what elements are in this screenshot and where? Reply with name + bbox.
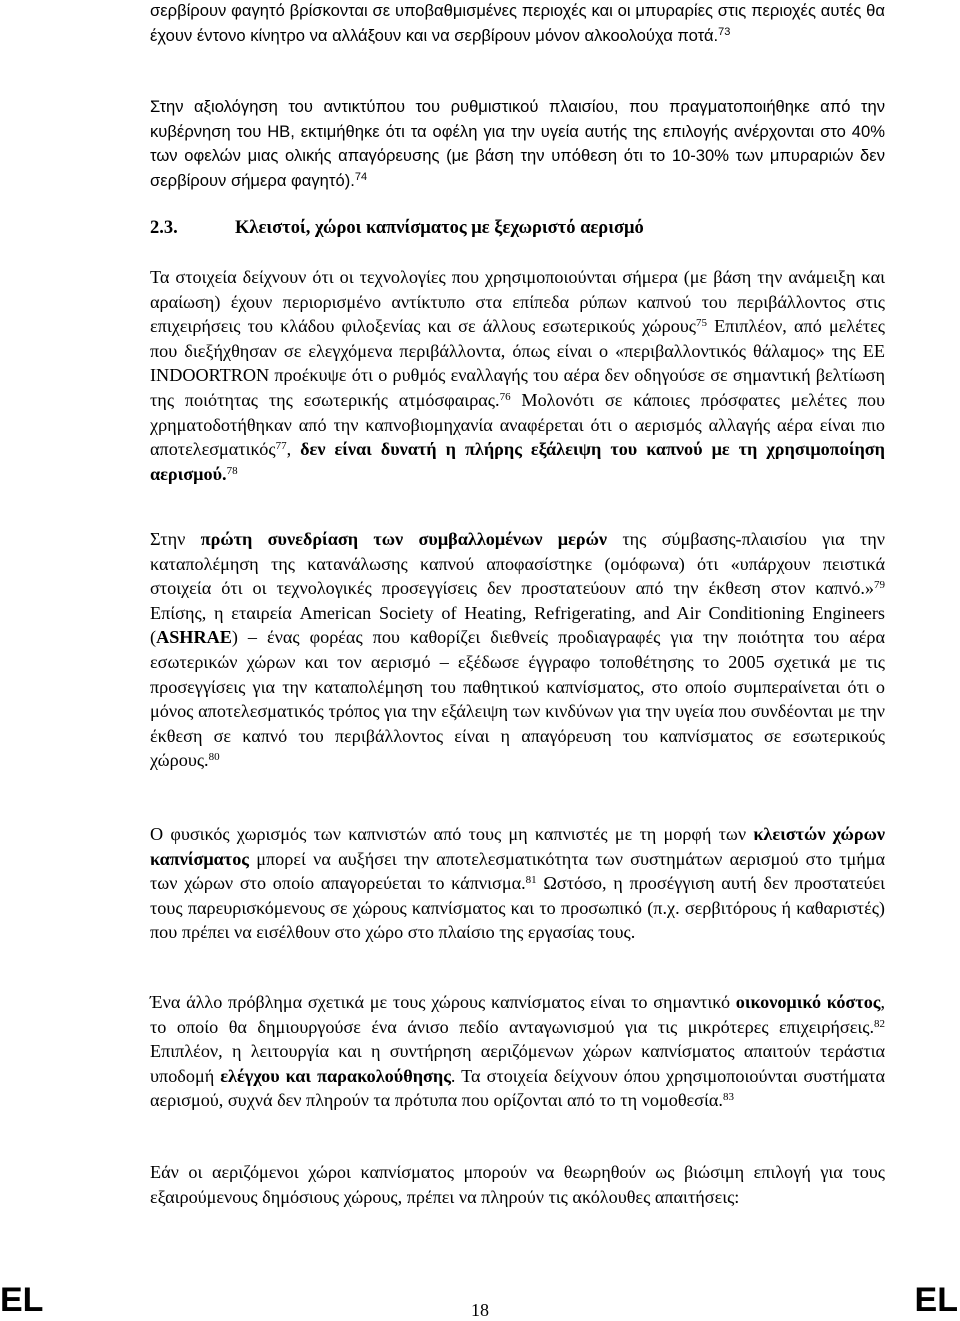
section-title: Κλειστοί, χώροι καπνίσματος με ξεχωριστό αερισμό	[235, 218, 644, 238]
text-run: Επιπλέον, η λειτουργία και η συντήρηση αεριζόμενων χώρων καπνίσματος απαιτούν τεράστια υποδομή	[150, 1041, 885, 1086]
footnote-ref[interactable]: 76	[499, 390, 511, 403]
text-run: Τα στοιχεία δείχνουν ότι οι τεχνολογίες που χρησιμοποιούνται σήμερα (με βάση την ανάμειξη και αραίωση) έχουν περιορισμένο αντίκτυπο στα επίπεδα ρύπων καπνού του περιβάλλοντος στις επιχειρήσεις του κλάδου φιλοξενίας και σε άλλους εσωτερικούς χώρους	[150, 267, 885, 337]
footnote-ref[interactable]: 77	[275, 440, 287, 453]
text-run: ,	[286, 439, 301, 460]
text-run: Επίσης, η εταιρεία American Society of Heating, Refrigerating, and Air Conditioning Engineers (	[150, 602, 885, 648]
paragraph-text: Στην αξιολόγηση του αντικτύπου του ρυθμιστικού πλαισίου, που πραγματοποιήθηκε από την κυβέρνηση του ΗΒ, εκτιμήθηκε ότι τα οφέλη για την υγεία αυτής της επιλογής ανέρχονται στο 40% των οφελών μιας ολικής απαγόρευσης (με βάση την υπόθεση ότι το 10-30% των μπυραριών δεν σερβίρουν σήμερα φαγητό).	[150, 97, 885, 190]
text-run: μπορεί να αυξήσει την αποτελεσματικότητα των συστημάτων αερισμού στο τμήμα των χώρων στο οποίο απαγορεύεται το κάπνισμα.	[150, 848, 885, 894]
paragraph-conference	[150, 527, 885, 773]
footer-language-left: EL	[0, 1281, 44, 1319]
paragraph-uk-assessment	[150, 95, 885, 193]
text-run: . Τα στοιχεία δείχνουν όπου χρησιμοποιούνται συστήματα αερισμού, συχνά δεν πληρούν τα πρότυπα που ορίζονται από το τη νομοθεσία.	[150, 1065, 886, 1111]
bold-run: ASHRAE	[156, 627, 232, 648]
paragraph-cost	[150, 990, 885, 1113]
footnote-ref[interactable]: 73	[718, 25, 731, 38]
bold-run: οικονομικό κόστος	[735, 992, 881, 1012]
paragraph-technologies	[150, 265, 885, 486]
bold-run: δεν είναι δυνατή η πλήρης εξάλειψη του καπνού με τη χρησιμοποίηση αερισμού.	[150, 439, 886, 484]
text-run: Μολονότι σε κάποιες πρόσφατες μελέτες που χρηματοδοτήθηκαν από την καπνοβιομηχανία αναφέρεται ότι ο αερισμός αλλαγής αέρα είναι πιο αποτελεσματικός	[150, 389, 885, 460]
footnote-ref[interactable]: 83	[722, 1091, 734, 1104]
footnote-ref[interactable]: 74	[354, 170, 368, 183]
text-run: Εάν οι αεριζόμενοι χώροι καπνίσματος μπορούν να θεωρηθούν ως βιώσιμη επιλογή για τους εξαιρούμενους δημόσιους χώρους, πρέπει να πληρούν τις ακόλουθες απαιτήσεις:	[150, 1162, 885, 1207]
paragraph-text: σερβίρουν φαγητό βρίσκονται σε υποβαθμισμένες περιοχές και οι μπυραρίες στις περιοχές αυτές θα έχουν έντονο κίνητρο να αλλάξουν και να σερβίρουν μόνον αλκοολούχα ποτά.	[150, 1, 885, 45]
text-run: Επιπλέον, από μελέτες που διεξήχθησαν σε ελεγχόμενα περιβάλλοντα, όπως είναι ο «περιβαλλοντικός θάλαμος» της ΕΕ INDOORTRON προέκυψε ότι ο ρυθμός εναλλαγής του αέρα δεν οδηγούσε σε σημαντική βελτίωση της ποιότητας της εσωτερικής ατμόσφαιρας.	[150, 316, 885, 410]
footnote-ref[interactable]: 82	[874, 1017, 885, 1030]
footnote-ref[interactable]: 75	[696, 317, 707, 330]
footnote-ref[interactable]: 80	[208, 751, 220, 764]
bold-run: πρώτη συνεδρίαση των συμβαλλομένων μερών	[200, 529, 608, 549]
text-run: Ένα άλλο πρόβλημα σχετικά με τους χώρους καπνίσματος είναι το σημαντικό	[150, 992, 736, 1012]
footnote-ref[interactable]: 81	[525, 874, 537, 887]
footnote-ref[interactable]: 78	[226, 464, 238, 477]
bold-run: κλειστών χώρων καπνίσματος	[150, 824, 885, 869]
section-number: 2.3.	[150, 218, 178, 238]
text-run: Στην	[150, 529, 201, 549]
bold-run: ελέγχου και παρακολούθησης	[220, 1065, 451, 1086]
text-run: Ο φυσικός χωρισμός των καπνιστών από τους μη καπνιστές με τη μορφή των	[150, 824, 754, 844]
footnote-ref[interactable]: 79	[874, 579, 885, 592]
text-run: της σύμβασης-πλαισίου για την καταπολέμηση της κατανάλωσης καπνού αποφασίστηκε (ομόφωνα) ότι «υπάρχουν πειστικά στοιχεία ότι οι τεχνολογικές προσεγγίσεις δεν προστατεύουν από την έκθεση στον καπνό.»	[150, 529, 885, 599]
footer-language-right: EL	[914, 1281, 958, 1319]
text-run: , το οποίο θα δημιουργούσε ένα άνισο πεδίο ανταγωνισμού για τις μικρότερες επιχειρήσεις.	[150, 992, 886, 1037]
paragraph-continuation	[150, 0, 885, 48]
text-run: ) – ένας φορέας που καθορίζει διεθνείς προδιαγραφές για την ποιότητα του αέρα εσωτερικών χώρων και τον αερισμό – εξέδωσε έγγραφο τοποθέτησης το 2005 σχετικά με τις προσεγγίσεις για την καταπολέμηση του παθητικού καπνίσματος, στο οποίο συμπεραίνεται ότι ο μόνος αποτελεσματικός τρόπος για την εξάλειψη των κινδύνων για την υγεία που συνδέονται με την έκθεση σε καπνό του περιβάλλοντος είναι η απαγόρευση του καπνίσματος σε εσωτερικούς χώρους.	[150, 627, 885, 771]
section-heading	[150, 218, 885, 239]
text-run: Ωστόσο, η προσέγγιση αυτή δεν προστατεύει τους παρευρισκόμενους σε χώρους καπνίσματος και το προσωπικό (π.χ. σερβιτόρους ή καθαριστές) που πρέπει να εισέλθουν στο χώρο στο πλαίσιο της εργασίας τους.	[150, 873, 886, 943]
paragraph-requirements	[150, 1160, 885, 1209]
paragraph-separation	[150, 822, 885, 945]
page-number: 18	[471, 1300, 489, 1320]
